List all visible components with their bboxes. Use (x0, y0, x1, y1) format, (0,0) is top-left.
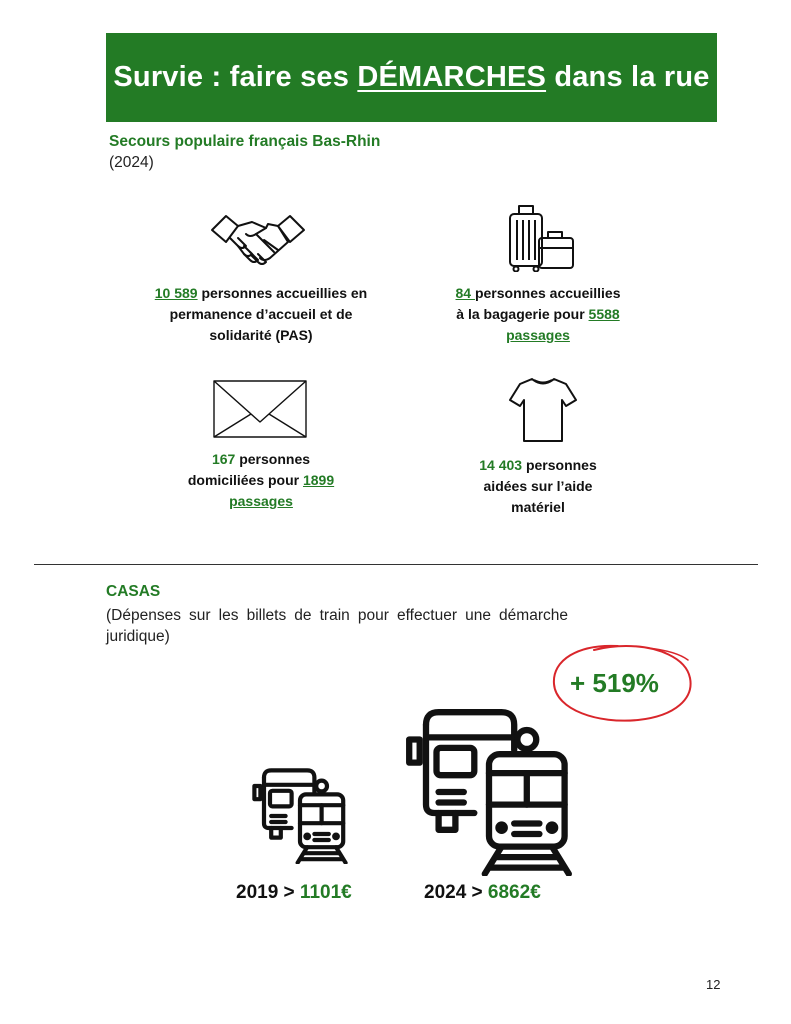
page-title (113, 61, 709, 94)
casas-title: CASAS (106, 583, 161, 600)
title-suffix: dans la rue (546, 61, 710, 93)
handshake-icon (208, 208, 308, 270)
stat-materiel-line3: matériel (511, 499, 565, 515)
caption-2019-year: 2019 > (236, 882, 300, 903)
caption-2024-year: 2024 > (424, 882, 488, 903)
stat-pas-line3: solidarité (PAS) (209, 327, 313, 343)
organization-name: Secours populaire français Bas-Rhin (109, 133, 381, 150)
stat-bagagerie-line2: à la bagagerie pour (456, 306, 589, 322)
stat-pas-line1: personnes accueillies en (197, 285, 368, 301)
stat-pas-line2: permanence d’accueil et de (169, 306, 353, 322)
caption-2024-amount: 6862€ (487, 882, 541, 903)
stat-bagagerie-line3: passages (506, 327, 570, 343)
caption-2019 (236, 882, 352, 904)
title-prefix: Survie : faire ses (113, 61, 358, 93)
stat-domiciliation (168, 449, 354, 512)
stat-materiel-value: 14 403 (479, 457, 523, 473)
title-banner (106, 33, 717, 122)
tshirt-icon (508, 376, 578, 444)
stat-bagagerie-value: 84 (455, 285, 475, 301)
stat-bagagerie-value2: 5588 (588, 306, 620, 322)
stat-domiciliation-value2: 1899 (302, 472, 335, 488)
increase-percentage: + 519% (570, 668, 659, 698)
stat-materiel-line1: personnes (522, 457, 597, 473)
stat-bagagerie-line1: personnes accueillies (474, 285, 621, 301)
stat-domiciliation-line3: passages (229, 493, 293, 509)
bus-train-icon (405, 708, 573, 876)
stat-pas (138, 283, 384, 346)
stat-materiel (448, 455, 628, 518)
stat-domiciliation-value: 167 (211, 451, 236, 467)
luggage-icon (505, 204, 577, 272)
caption-2019-amount: 1101€ (299, 882, 352, 903)
report-year: (2024) (109, 154, 154, 171)
section-divider (34, 564, 758, 565)
envelope-icon (213, 380, 307, 438)
stat-domiciliation-line1: personnes (235, 451, 311, 467)
caption-2024 (424, 882, 541, 904)
stat-bagagerie (420, 283, 656, 346)
casas-description: (Dépenses sur les billets de train pour effectuer une démarche juridique) (106, 607, 568, 645)
title-emphasis: DÉMARCHES (357, 61, 547, 93)
stat-materiel-line2: aidées sur l’aide (483, 478, 593, 494)
stat-domiciliation-line2: domiciliées pour (187, 472, 303, 488)
bus-train-icon (252, 768, 348, 864)
page-number: 12 (706, 977, 721, 992)
stat-pas-value: 10 589 (154, 285, 198, 301)
